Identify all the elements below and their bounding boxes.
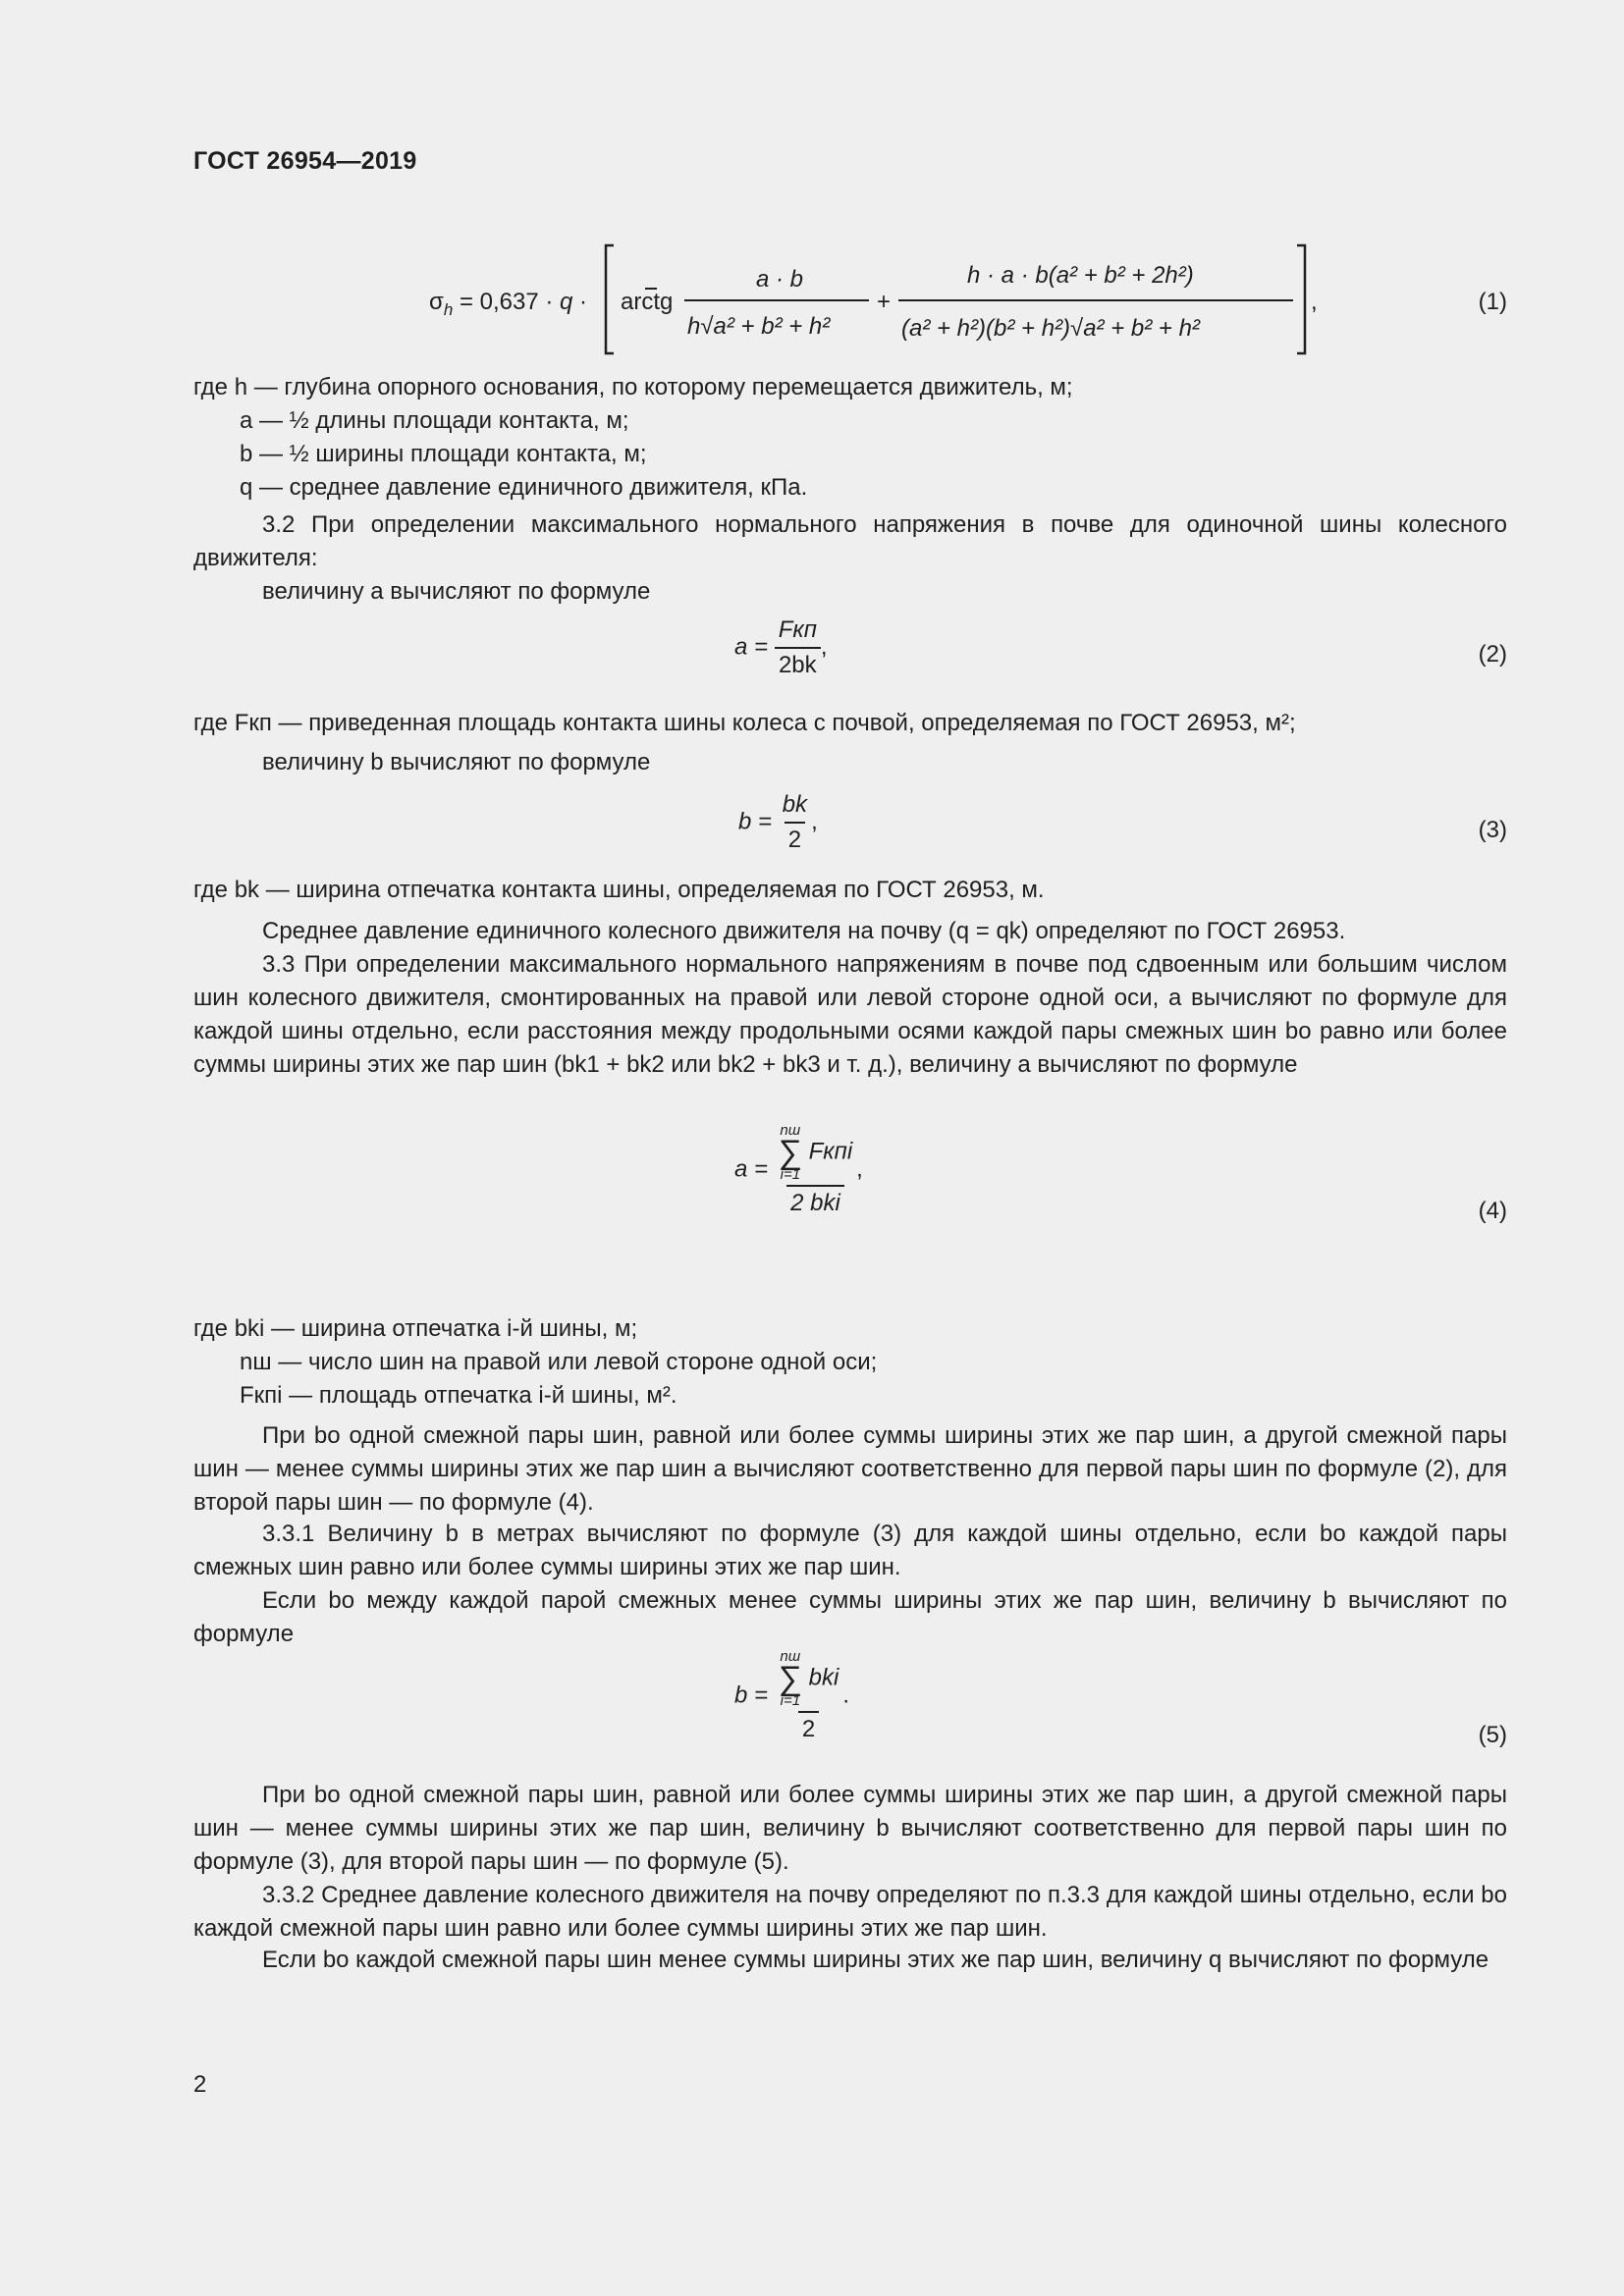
paragraph-b-formula-intro: величину b вычисляют по формуле — [262, 749, 651, 775]
sum-upper-limit: nш — [780, 1122, 801, 1139]
definition-bk: где bk — ширина отпечатка контакта шины, определяемая по ГОСТ 26953, м. — [193, 877, 1045, 903]
equation-3-numerator: bk — [782, 791, 808, 818]
equation-3-tail: , — [811, 808, 818, 835]
equation-3-fraction — [779, 791, 811, 854]
equation-3-denominator: 2 — [785, 822, 805, 854]
equation-2-lhs: a = — [734, 633, 769, 661]
sigma-icon: ∑ — [778, 1134, 802, 1171]
svg-text:,: , — [1311, 289, 1318, 315]
definition-nsh: nш — число шин на правой или левой стороне одной оси; — [240, 1349, 878, 1375]
paragraph-pri-bo-1: При bo одной смежной пары шин, равной или более суммы ширины этих же пар шин, а другой смежной пары шин — менее суммы ширины этих же пар шин a вычисляют соответственно для первой пары шин по формуле (2), для второй пары шин — по формуле (4). — [193, 1422, 1507, 1516]
document-header: ГОСТ 26954—2019 — [193, 147, 417, 175]
sum-upper-limit: nш — [780, 1648, 801, 1665]
equation-5-denominator: 2 — [798, 1711, 819, 1743]
definition-a: a — ½ длины площади контакта, м; — [240, 407, 629, 434]
paragraph-pri-bo-2: При bo одной смежной пары шин, равной или более суммы ширины этих же пар шин, а другой смежной пары шин — менее суммы ширины этих же пар шин, величину b вычисляют соответственно для первой пары шин по формуле (3), для второй пары шин — по формуле (5). — [193, 1782, 1507, 1875]
svg-text:+: + — [877, 289, 892, 315]
svg-text:arctg: arctg — [621, 289, 674, 315]
equation-2-tail: , — [820, 633, 828, 661]
equation-2-fraction — [775, 616, 821, 679]
equation-4-fraction — [775, 1123, 856, 1217]
equation-4-number: (4) — [1478, 1198, 1507, 1224]
definition-bki: где bki — ширина отпечатка i-й шины, м; — [193, 1315, 638, 1342]
paragraph-average-pressure: Среднее давление единичного колесного движителя на почву (q = qk) определяют по ГОСТ 26953. — [262, 918, 1346, 944]
svg-text:a · b: a · b — [756, 266, 804, 293]
paragraph-3-3: 3.3 При определении максимального нормального напряжениям в почве под сдвоенным или большим числом шин колесного движителя, смонтированных на правой или левой стороне одной оси, a вычисляют по формуле для каждой шины отдельно, если расстояния между продольными осями каждой пары смежных шин bo равно или более суммы ширины этих же пар шин (bk1 + bk2 или bk2 + bk3 и т. д.), величину a вычисляют по формуле — [193, 951, 1507, 1078]
paragraph-esli-bo-2: Если bo каждой смежной пары шин менее суммы ширины этих же пар шин, величину q вычисляют по формуле — [262, 1947, 1489, 1973]
svg-text:σh = 0,637 · q ·: $\sigma_h = 0,637 \cdot q$ · — [429, 289, 588, 319]
sigma-icon: ∑ — [778, 1660, 802, 1697]
definition-fkp: где Fкп — приведенная площадь контакта шины колеса с почвой, определяемая по ГОСТ 26953, м²; — [193, 710, 1296, 736]
equation-2-denominator: 2bk — [775, 647, 821, 679]
equation-5-fraction — [775, 1649, 843, 1743]
equation-3-lhs: b = — [738, 808, 773, 835]
definitions-eq1 — [193, 371, 1507, 505]
paragraph-esli-bo-1: Если bo между каждой парой смежных менее суммы ширины этих же пар шин, величину b вычисляют по формуле — [193, 1587, 1507, 1647]
equation-4-tail: , — [856, 1155, 863, 1183]
paragraph-3-3-2: 3.3.2 Среднее давление колесного движителя на почву определяют по п.3.3 для каждой шины отдельно, если bo каждой смежной пары шин равно или более суммы ширины этих же пар шин. — [193, 1882, 1507, 1942]
equation-2-number: (2) — [1478, 641, 1507, 667]
equation-1-number: (1) — [1478, 289, 1507, 315]
definitions-eq4 — [193, 1312, 1507, 1413]
sum-lower-limit: i=1 — [780, 1166, 801, 1183]
equation-5-tail: . — [842, 1682, 849, 1709]
definition-q: q — среднее давление единичного движителя, кПа. — [240, 474, 808, 501]
equation-4-numerator — [775, 1123, 856, 1185]
equation-1-graphic — [427, 243, 1318, 361]
svg-text:h√a² + b² + h²: h√a² + b² + h² — [687, 313, 831, 340]
paragraph-3-3-1: 3.3.1 Величину b в метрах вычисляют по формуле (3) для каждой шины отдельно, если bo каждой пары смежных шин равно или более суммы ширины этих же пар шин. — [193, 1521, 1507, 1580]
definition-h: где h — глубина опорного основания, по которому перемещается движитель, м; — [193, 374, 1073, 400]
page-number: 2 — [193, 2071, 207, 2098]
equation-3-number: (3) — [1478, 817, 1507, 843]
sum-lower-limit: i=1 — [780, 1692, 801, 1709]
equation-4-numerator-term: Fкпi — [808, 1138, 853, 1165]
equation-5-numerator-term: bki — [808, 1664, 839, 1691]
paragraph-a-formula-intro: величину a вычисляют по формуле — [262, 578, 651, 605]
equation-5 — [734, 1649, 849, 1743]
equation-4-lhs: a = — [734, 1155, 769, 1183]
equation-2-numerator: Fкп — [778, 616, 817, 643]
equation-2 — [734, 616, 828, 679]
equation-4-sum-top — [779, 1123, 802, 1182]
equation-3 — [738, 791, 818, 854]
equation-5-numerator — [775, 1649, 843, 1711]
equation-1 — [427, 243, 1318, 368]
equation-4 — [734, 1123, 863, 1217]
equation-5-sum — [779, 1649, 802, 1708]
equation-5-lhs: b = — [734, 1682, 769, 1709]
svg-text:h · a · b(a² + b² + 2h²): h · a · b(a² + b² + 2h²) — [967, 262, 1194, 289]
definition-fkpi: Fкпi — площадь отпечатка i-й шины, м². — [240, 1382, 677, 1409]
definition-b: b — ½ ширины площади контакта, м; — [240, 441, 647, 467]
paragraph-3-2: 3.2 При определении максимального нормального напряжения в почве для одиночной шины колесного движителя: — [193, 511, 1507, 571]
equation-4-denominator: 2 bki — [786, 1185, 844, 1217]
equation-5-number: (5) — [1478, 1722, 1507, 1748]
svg-text:(a² + h²)(b² + h²)√a² + b² + h: (a² + h²)(b² + h²)√a² + b² + h² — [901, 315, 1200, 342]
